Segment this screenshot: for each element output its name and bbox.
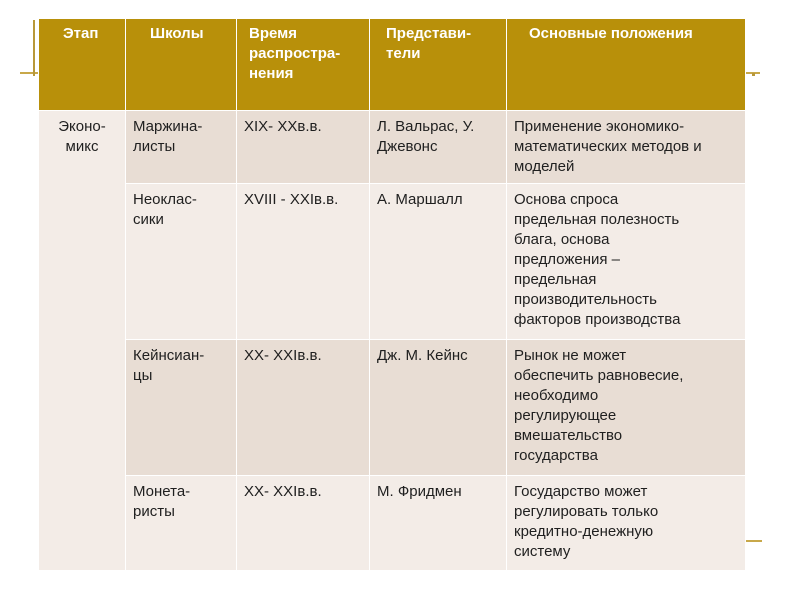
provisions-cell: Основа спроса предельная полезность блага, основа предложения – предельная производительность факторов производства <box>507 184 746 340</box>
period-cell: XVIII - XXIв.в. <box>237 184 370 340</box>
header-period: Время распростра- нения <box>237 19 370 111</box>
school-cell: Монета- ристы <box>126 476 237 571</box>
representatives-cell: А. Маршалл <box>370 184 507 340</box>
header-representatives: Представи- тели <box>370 19 507 111</box>
header-stage: Этап <box>39 19 126 111</box>
table-row <box>39 476 746 571</box>
decorative-left-line <box>33 20 35 76</box>
period-cell: XIX- XXв.в. <box>237 111 370 184</box>
table-row <box>39 340 746 476</box>
decorative-dot <box>752 73 755 76</box>
provisions-cell: Применение экономико- математических методов и моделей <box>507 111 746 184</box>
school-cell: Маржина- листы <box>126 111 237 184</box>
stage-cell: Эконо- микс <box>39 111 126 571</box>
provisions-cell: Рынок не может обеспечить равновесие, необходимо регулирующее вмешательство государства <box>507 340 746 476</box>
representatives-cell: М. Фридмен <box>370 476 507 571</box>
provisions-cell: Государство может регулировать только кредитно-денежную систему <box>507 476 746 571</box>
header-main-provisions: Основные положения <box>507 19 746 111</box>
table-row <box>39 184 746 340</box>
table-header-row <box>39 19 746 111</box>
representatives-cell: Л. Вальрас, У. Джевонс <box>370 111 507 184</box>
school-cell: Кейнсиан- цы <box>126 340 237 476</box>
economic-schools-table <box>38 18 746 571</box>
header-schools: Школы <box>126 19 237 111</box>
table-row <box>39 111 746 184</box>
school-cell: Неоклас- сики <box>126 184 237 340</box>
period-cell: XX- XXIв.в. <box>237 476 370 571</box>
period-cell: XX- XXIв.в. <box>237 340 370 476</box>
representatives-cell: Дж. М. Кейнс <box>370 340 507 476</box>
